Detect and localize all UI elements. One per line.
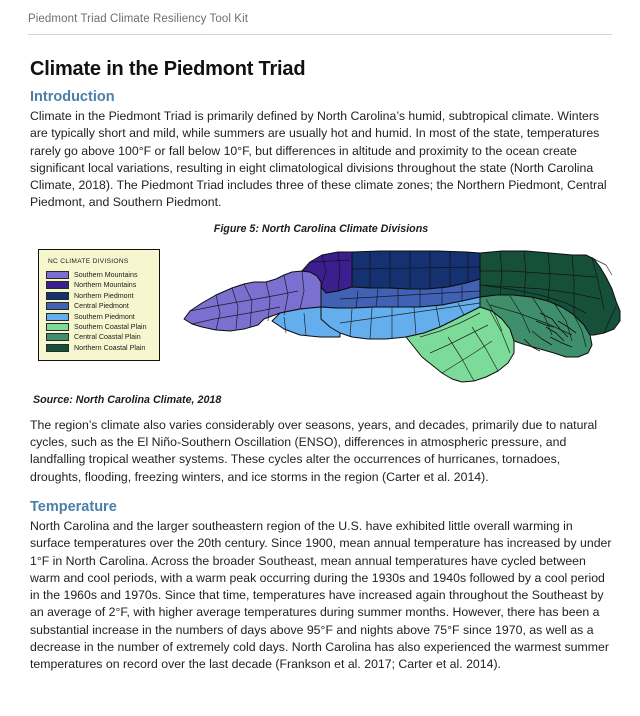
introduction-paragraph-2: The region’s climate also varies considerably over seasons, years, and decades, primarily due to natural cycles, such as the El Niño-Southern Oscillation (ENSO), differences in atmospheric pressure, and landfalling tropical weather systems. These cycles alter the occurrences of hurricanes, tornadoes, droughts, flooding, freezing winters, and ice storms in the region (Carter et al. 2014). [30, 417, 598, 484]
figure-5 [30, 223, 612, 406]
figure-caption: Figure 5: North Carolina Climate Divisions [213, 222, 429, 235]
map-legend-title: NC CLIMATE DIVISIONS [48, 257, 129, 265]
legend-swatch-icon [46, 323, 69, 331]
legend-item-southern-mountains [46, 270, 153, 280]
legend-item-northern-mountains [46, 280, 153, 290]
header-divider-rule [28, 34, 612, 35]
map-legend [38, 249, 160, 361]
page-title: Climate in the Piedmont Triad [30, 58, 306, 80]
north-carolina-climate-divisions-map [180, 241, 626, 386]
map-svg [180, 241, 626, 386]
legend-swatch-icon [46, 333, 69, 341]
legend-item-northern-piedmont [46, 291, 153, 301]
running-header-title: Piedmont Triad Climate Resiliency Tool Kit [28, 13, 249, 25]
legend-item-central-piedmont [46, 301, 153, 311]
legend-item-label: Northern Coastal Plain [74, 343, 146, 352]
legend-item-label: Southern Coastal Plain [74, 322, 147, 331]
legend-item-northern-coastal-plain [46, 343, 153, 353]
legend-item-label: Central Coastal Plain [74, 333, 141, 342]
legend-item-label: Central Piedmont [74, 302, 129, 311]
legend-swatch-icon [46, 302, 69, 310]
legend-swatch-icon [46, 271, 69, 279]
legend-item-southern-piedmont [46, 311, 153, 321]
legend-item-label: Southern Mountains [74, 270, 138, 279]
legend-swatch-icon [46, 313, 69, 321]
legend-item-label: Southern Piedmont [74, 312, 135, 321]
legend-item-southern-coastal-plain [46, 322, 153, 332]
section-heading-temperature: Temperature [30, 498, 117, 515]
legend-swatch-icon [46, 281, 69, 289]
legend-swatch-icon [46, 344, 69, 352]
document-running-header [0, 0, 640, 27]
document-page [0, 57, 640, 674]
legend-item-label: Northern Piedmont [74, 291, 134, 300]
introduction-paragraph-1: Climate in the Piedmont Triad is primarily defined by North Carolina’s humid, subtropical climate. Winters are typically short and mild, while summers are usually hot and humid. In most of the state, temperatures rarely go above 100°F or fall below 10°F, but differences in altitude and proximity to the ocean create significant local variations, resulting in eight climatological divisions throughout the state (North Carolina Climate, 2018). The Piedmont Triad includes three of these climate zones; the Northern Piedmont, Central Piedmont, and Southern Piedmont. [30, 109, 607, 210]
figure-body [30, 241, 612, 386]
legend-item-label: Northern Mountains [74, 281, 137, 290]
section-heading-introduction: Introduction [30, 89, 115, 105]
legend-swatch-icon [46, 292, 69, 300]
map-region-northern-piedmont [352, 251, 480, 289]
temperature-paragraph-1: North Carolina and the larger southeastern region of the U.S. have exhibited little overall warming in surface temperatures over the 20th century. Since 1900, mean annual temperature has increased by under 1°F in North Carolina. Across the broader Southeast, mean annual temperatures have cycled between warm and cool periods, with a warm peak occurring during the 1930s and 1940s followed by a cool period in the 1960s and 1970s. Since that time, temperatures have increased again throughout the Southeast by an average of 2°F, with higher average temperatures during summer months. However, there has been a substantial increase in the numbers of days above 95°F and nights above 75°F since 1970, as well as a decrease in the number of extremely cold days. North Carolina has also experienced the warmest summer temperatures on record over the last decade (Frankson et al. 2017; Carter et al. 2014). [30, 518, 612, 672]
figure-source-note: Source: North Carolina Climate, 2018 [33, 393, 222, 406]
legend-item-central-coastal-plain [46, 332, 153, 342]
